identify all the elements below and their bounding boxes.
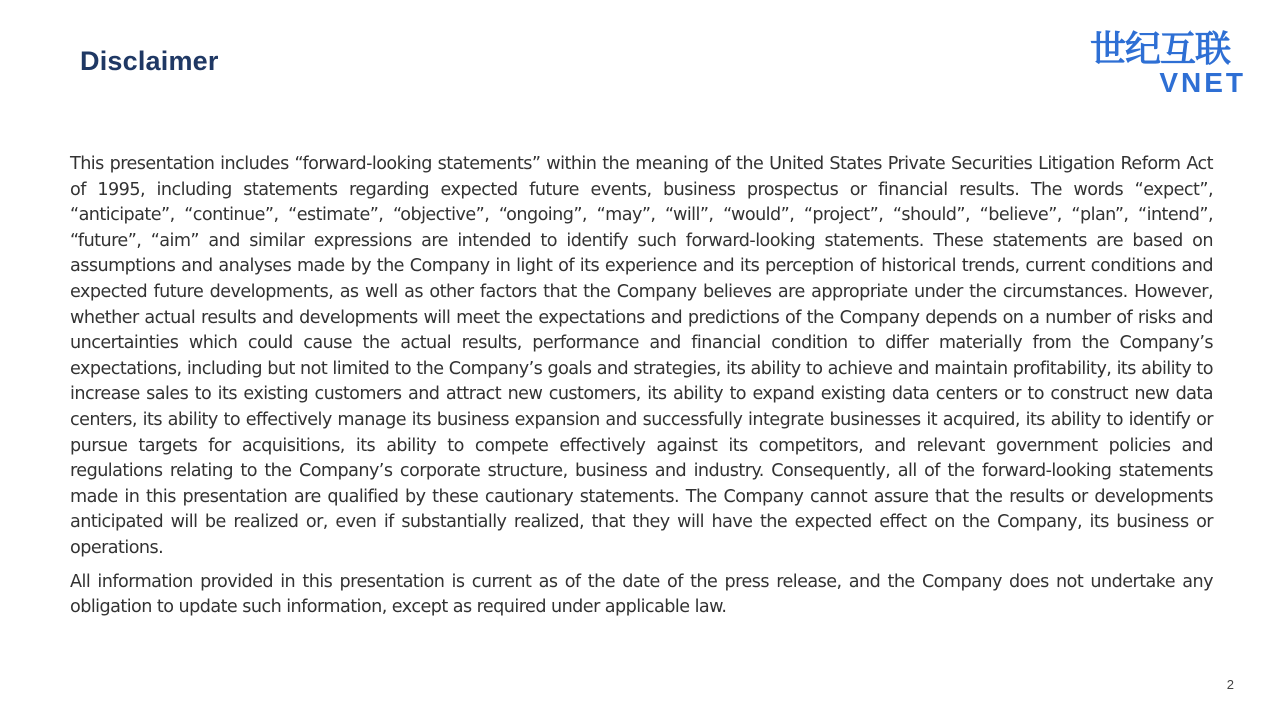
disclaimer-paragraph-forward-looking: This presentation includes “forward-looking statements” within the meaning of the United States Private Securities Litigation Reform Act of 1995, including statements regarding expected future events, business prospectus or financial results. The words “expect”, “anticipate”, “continue”, “estimate”, “objective”, “ongoing”, “may”, “will”, “would”, “project”, “should”, “believe”, “plan”, “intend”, “future”, “aim” and similar expressions are intended to identify such forward-looking statements. These statements are based on assumptions and analyses made by the Company in light of its experience and its perception of historical trends, current conditions and expected future developments, as well as other factors that the Company believes are appropriate under the circumstances. However, whether actual results and developments will meet the expectations and predictions of the Company depends on a number of risks and uncertainties which could cause the actual results, performance and financial condition to differ materially from the Company’s expectations, including but not limited to the Company’s goals and strategies, its ability to achieve and maintain profitability, its ability to increase sales to its existing customers and attract new customers, its ability to expand existing data centers or to construct new data centers, its ability to effectively manage its business expansion and successfully integrate businesses it acquired, its ability to identify or pursue targets for acquisitions, its ability to compete effectively against its competitors, and relevant government policies and regulations relating to the Company’s corporate structure, business and industry. Consequently, all of the forward-looking statements made in this presentation are qualified by these cautionary statements. The Company cannot assure that the results or developments anticipated will be realized or, even if substantially realized, that they will have the expected effect on the Company, its business or operations.: [70, 154, 1213, 558]
page-title: Disclaimer: [80, 46, 219, 76]
logo-chinese-name: 世纪互联: [1090, 29, 1231, 70]
vnet-logo: [1090, 30, 1250, 102]
disclaimer-paragraph-information-currency: All information provided in this presentation is current as of the date of the press release, and the Company does not undertake any obligation to update such information, except as required under applicable law.: [70, 571, 1213, 618]
logo-english-name: VNET: [1159, 67, 1246, 98]
disclaimer-body: [70, 152, 1213, 629]
page-number: 2: [1226, 677, 1234, 692]
